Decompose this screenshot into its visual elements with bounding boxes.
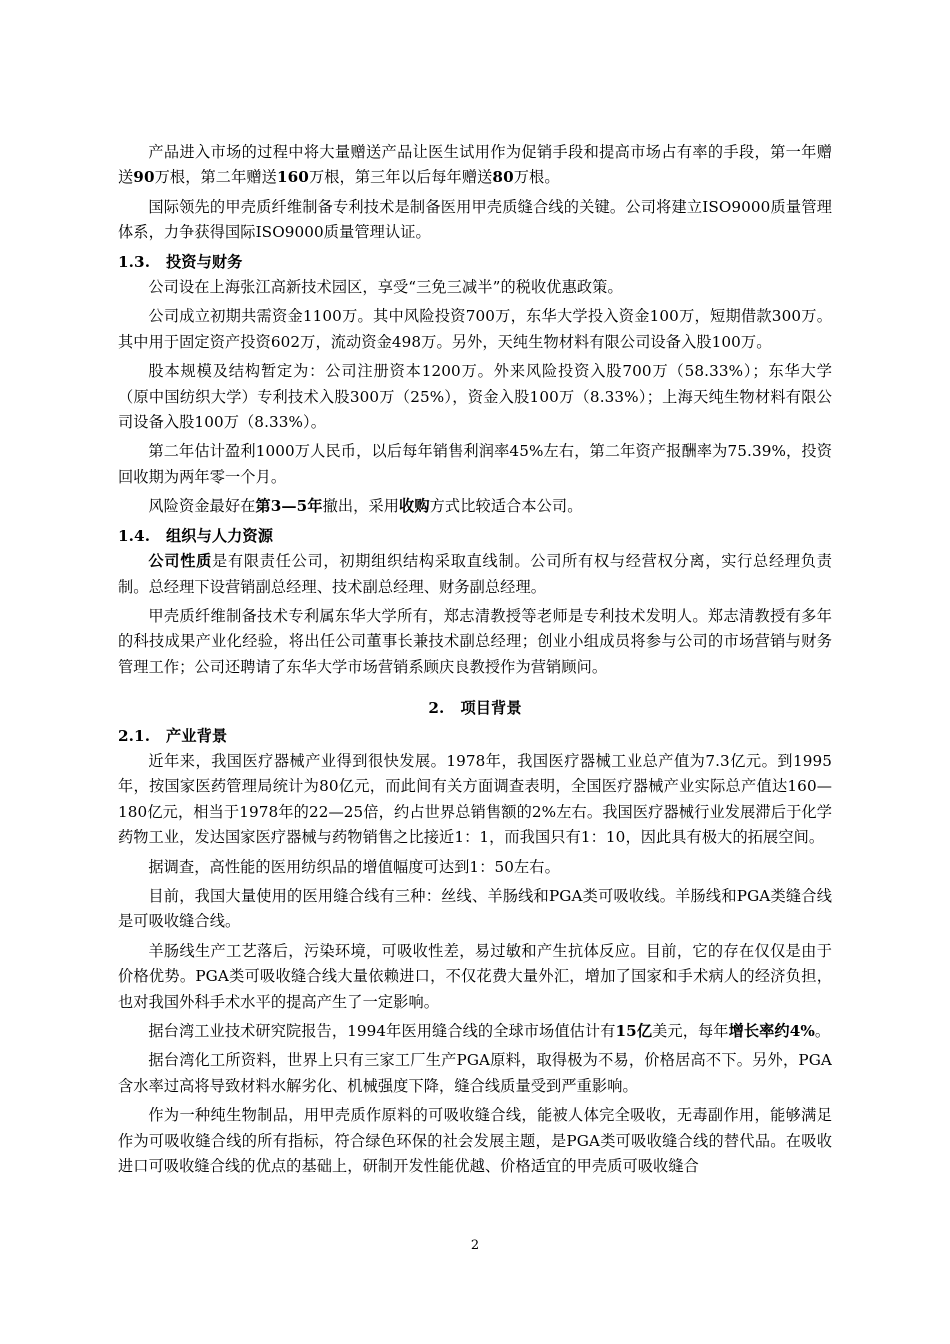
paragraph-profit: 第二年估计盈利1000万人民币，以后每年销售利润率45%左右，第二年资产报酬率为75.39%，投资回收期为两年零一个月。	[118, 442, 832, 486]
paragraph-free-samples: 产品进入市场的过程中将大量赠送产品让医生试用作为促销手段和提高市场占有率的手段，第一年赠送90万根，第二年赠送160万根，第三年以后每年赠送80万根。	[118, 143, 832, 187]
paragraph-company-nature: 公司性质是有限责任公司，初期组织结构采取直线制。公司所有权与经营权分离，实行总经理负责制。总经理下设营销副总经理、技术副总经理、财务副总经理。	[118, 552, 832, 596]
document-page	[118, 140, 832, 1183]
paragraph-chitin-suture: 作为一种纯生物制品，用甲壳质作原料的可吸收缝合线，能被人体完全吸收，无毒副作用，能够满足作为可吸收缝合线的所有指标，符合绿色环保的社会发展主题，是PGA类可吸收缝合线的替代品。在吸收进口可吸收缝合线的优点的基础上，研制开发性能优越、价格适宜的甲壳质可吸收缝合	[118, 1106, 832, 1176]
heading-2-1: 2.1. 产业背景	[118, 726, 228, 745]
paragraph-patent-iso: 国际领先的甲壳质纤维制备专利技术是制备医用甲壳质缝合线的关键。公司将建立ISO9000质量管理体系，力争获得国际ISO9000质量管理认证。	[118, 197, 832, 242]
paragraph-funding: 公司成立初期共需资金1100万。其中风险投资700万，东华大学投入资金100万，短期借款300万。其中用于固定资产投资602万，流动资金498万。另外，天纯生物材料有限公司设备入股100万。	[118, 307, 832, 351]
page-number: 2	[470, 1238, 480, 1253]
paragraph-pga-supply: 据台湾化工所资料，世界上只有三家工厂生产PGA原料，取得极为不易，价格居高不下。另外，PGA含水率过高将导致材料水解劣化、机械强度下降，缝合线质量受到严重影响。	[118, 1051, 832, 1095]
paragraph-value-added: 据调查，高性能的医用纺织品的增值幅度可达到1：50左右。	[148, 857, 560, 876]
paragraph-exit: 风险资金最好在第3—5年撤出，采用收购方式比较适合本公司。	[148, 497, 583, 516]
section-title-2: 2. 项目背景	[428, 699, 522, 718]
paragraph-equity: 股本规模及结构暂定为：公司注册资本1200万。外来风险投资入股700万（58.33%）；东华大学（原中国纺织大学）专利技术入股300万（25%），资金入股100万（8.33%）；上海天纯生物材料有限公司设备入股100万（8.33%）。	[118, 362, 832, 432]
paragraph-location: 公司设在上海张江高新技术园区，享受“三免三减半”的税收优惠政策。	[148, 278, 623, 297]
paragraph-market-value: 据台湾工业技术研究院报告，1994年医用缝合线的全球市场值估计有15亿美元，每年增长率约4%。	[148, 1022, 831, 1040]
paragraph-team: 甲壳质纤维制备技术专利属东华大学所有，郑志清教授等老师是专利技术发明人。郑志清教授有多年的科技成果产业化经验，将出任公司董事长兼技术副总经理；创业小组成员将参与公司的市场营销与财务管理工作；公司还聘请了东华大学市场营销系顾庆良教授作为营销顾问。	[118, 606, 832, 676]
paragraph-industry-growth: 近年来，我国医疗器械产业得到很快发展。1978年，我国医疗器械工业总产值为7.3亿元。到1995年，按国家医药管理局统计为80亿元，而此间有关方面调查表明，全国医疗器械产业实际总产值达160—180亿元，相当于1978年的22—25倍，约占世界总销售额的2%左右。我国医疗器械行业发展滞后于化学药物工业，发达国家医疗器械与药物销售之比接近1：1，而我国只有1：10，因此具有极大的拓展空间。	[118, 751, 832, 847]
paragraph-catgut: 羊肠线生产工艺落后，污染环境，可吸收性差，易过敏和产生抗体反应。目前，它的存在仅仅是由于价格优势。PGA类可吸收缝合线大量依赖进口，不仅花费大量外汇，增加了国家和手术病人的经济负担，也对我国外科手术水平的提高产生了一定影响。	[118, 941, 832, 1011]
paragraph-suture-types: 目前，我国大量使用的医用缝合线有三种：丝线、羊肠线和PGA类可吸收线。羊肠线和PGA类缝合线是可吸收缝合线。	[118, 886, 832, 931]
heading-1-4: 1.4. 组织与人力资源	[118, 526, 274, 545]
heading-1-3: 1.3. 投资与财务	[118, 252, 243, 271]
